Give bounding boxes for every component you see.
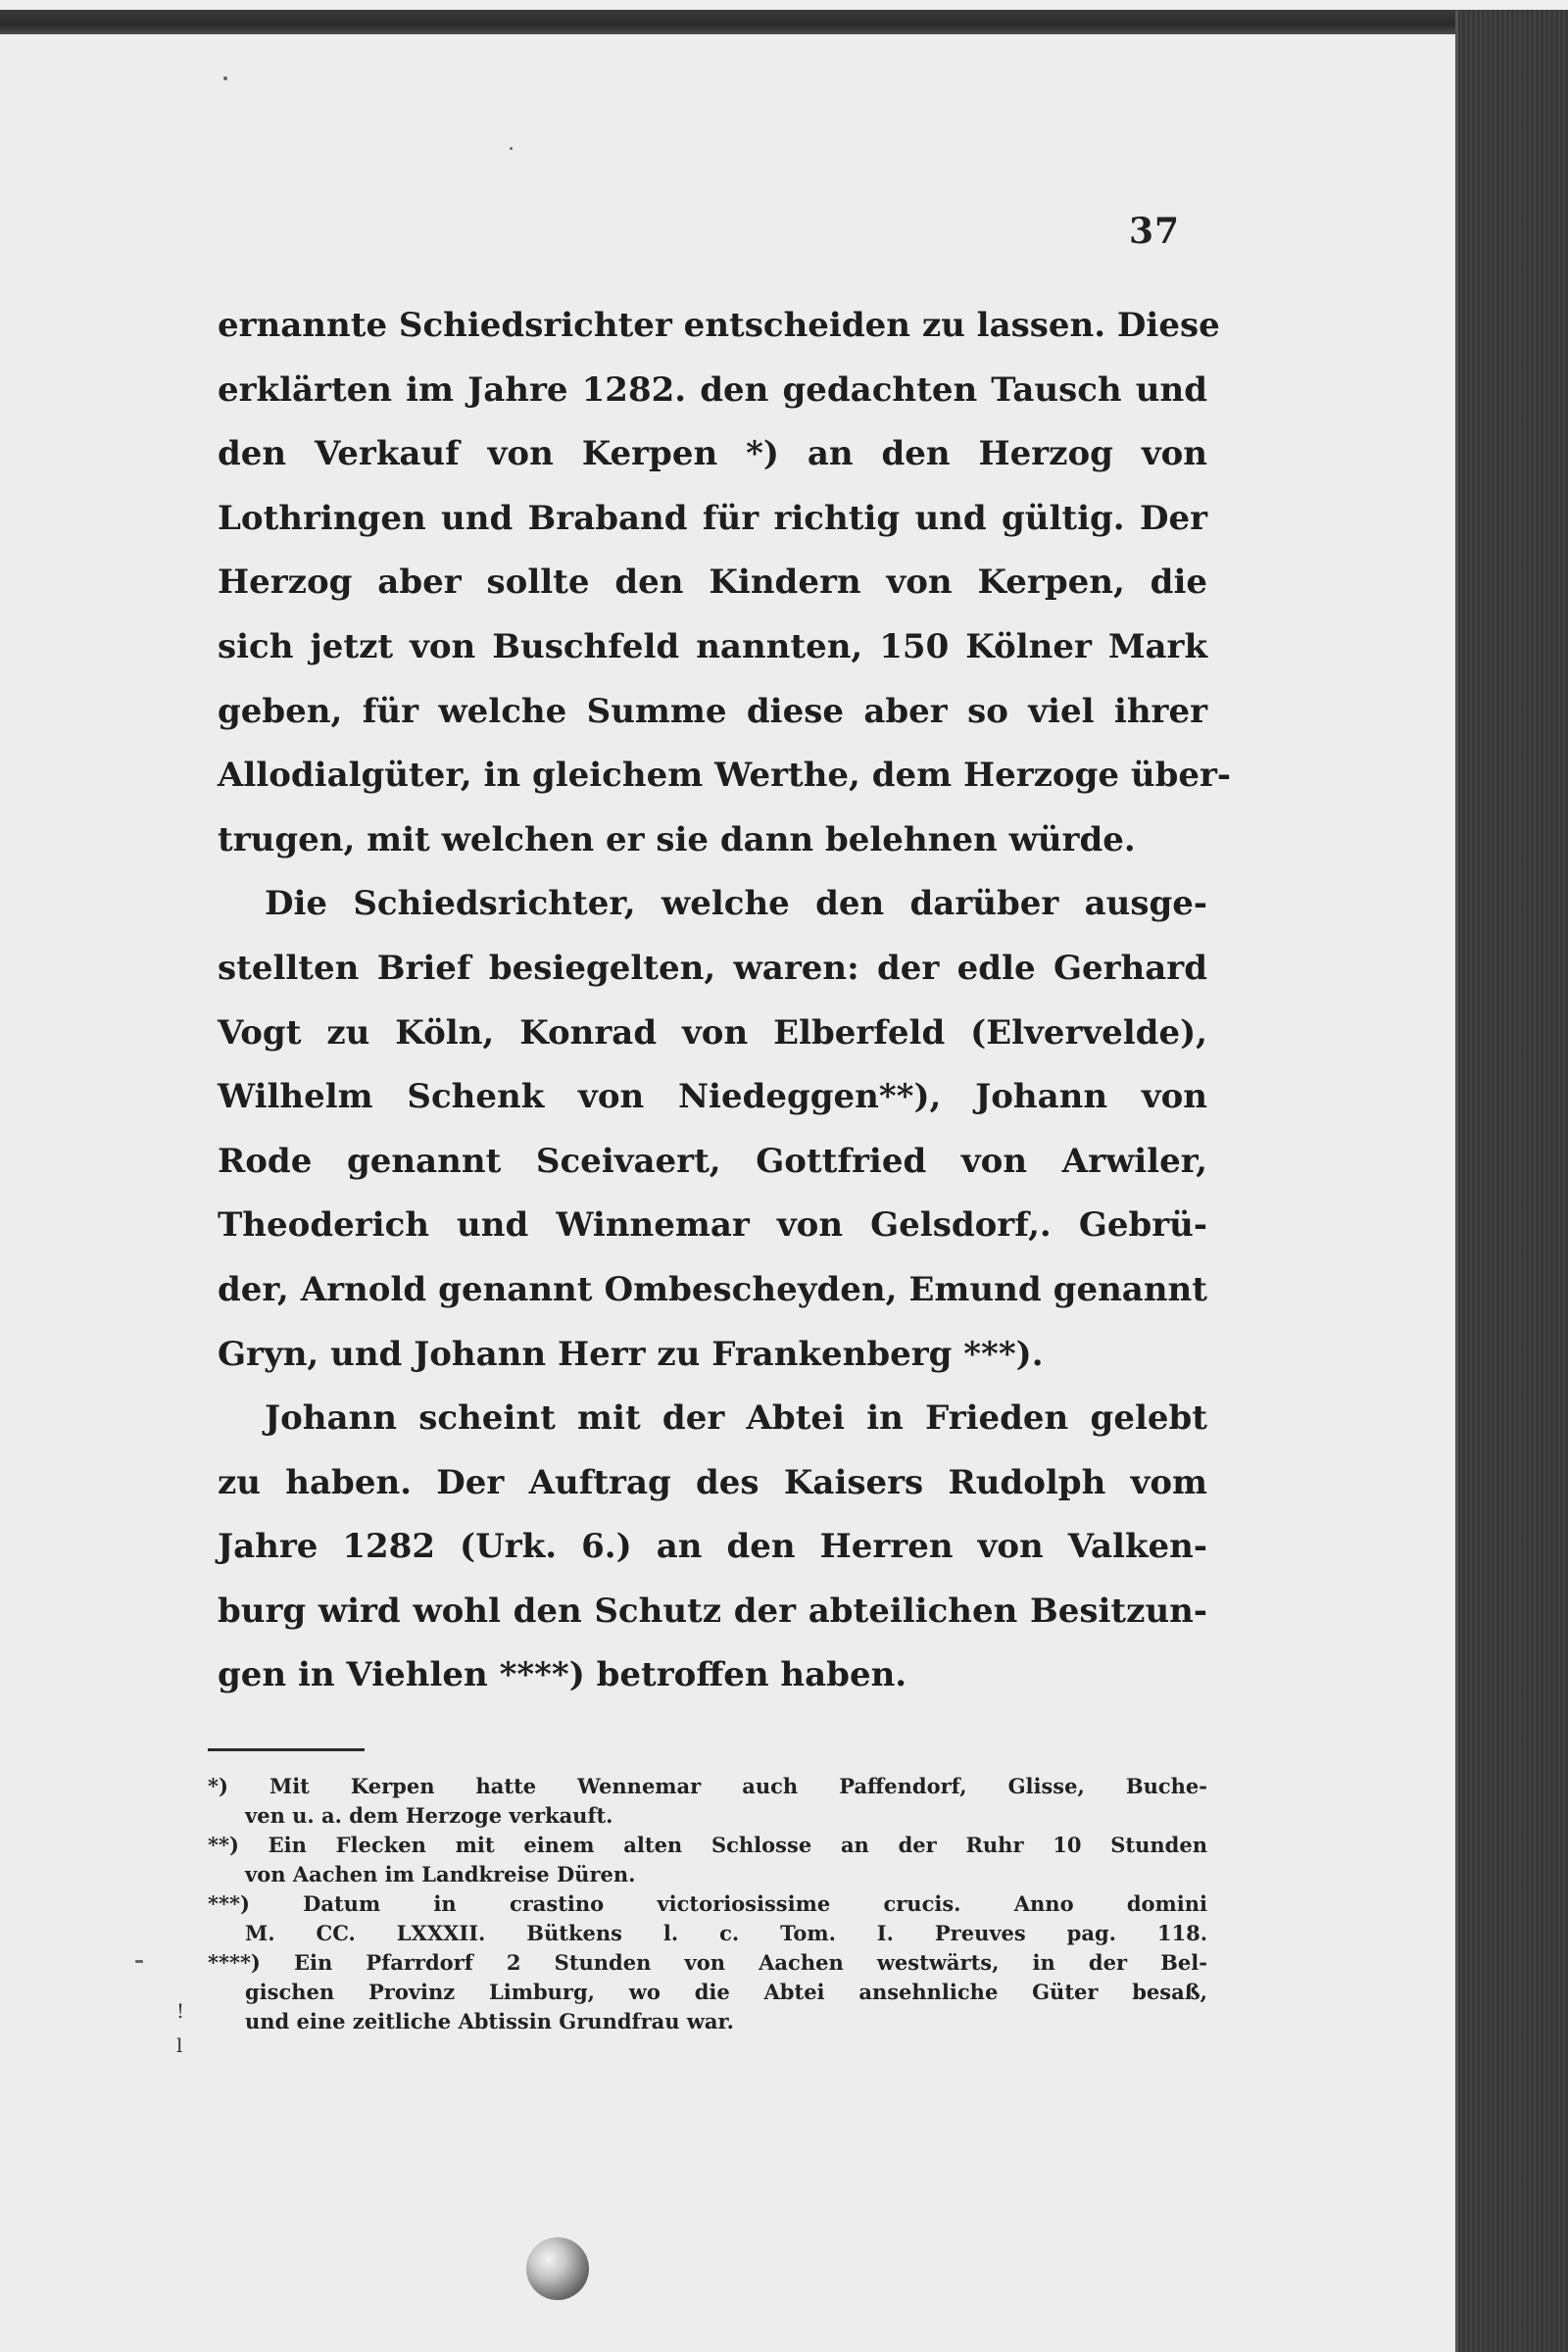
text-line: geben, für welche Summe diese aber so viel ihrer	[218, 691, 1207, 731]
page-number: 37	[1129, 211, 1181, 252]
footnote-1-line: ven u. a. dem Herzoge verkauft.	[245, 1803, 613, 1828]
footnote-3-line: M. CC. LXXXII. Bütkens l. c. Tom. I. Preuves pag. 118.	[245, 1921, 1207, 1945]
footnote-4-line: gischen Provinz Limburg, wo die Abtei ansehnliche Güter besaß,	[245, 1980, 1207, 2004]
scan-speck	[223, 76, 227, 80]
footnotes	[208, 1772, 1207, 2036]
text-line: den Verkauf von Kerpen *) an den Herzog von	[218, 434, 1207, 474]
text-line: erklärten im Jahre 1282. den gedachten Tausch und	[218, 369, 1207, 410]
text-line: Gryn, und Johann Herr zu Frankenberg ***).	[218, 1334, 1044, 1374]
text-line: gen in Viehlen ****) betroffen haben.	[218, 1655, 907, 1695]
footnote-4-line: und eine zeitliche Abtissin Grundfrau war.	[245, 2009, 734, 2034]
text-line: trugen, mit welchen er sie dann belehnen würde.	[218, 819, 1136, 859]
footnote-4-line: ****) Ein Pfarrdorf 2 Stunden von Aachen westwärts, in der Bel-	[208, 1950, 1207, 1975]
text-line: der, Arnold genannt Ombescheyden, Emund genannt	[218, 1269, 1207, 1309]
text-line: Herzog aber sollte den Kindern von Kerpen, die	[218, 563, 1207, 603]
text-line: Vogt zu Köln, Konrad von Elberfeld (Elvervelde),	[218, 1012, 1207, 1053]
text-line: Theoderich und Winnemar von Gelsdorf,. Gebrü-	[218, 1205, 1207, 1246]
scan-top-margin	[0, 0, 1568, 10]
text-line: Die Schiedsrichter, welche den darüber ausge-	[265, 884, 1207, 924]
scan-blemish	[526, 2237, 589, 2300]
footnote-divider	[208, 1748, 365, 1751]
text-line: sich jetzt von Buschfeld nannten, 150 Kölner Mark	[218, 626, 1207, 666]
text-line: Jahre 1282 (Urk. 6.) an den Herren von Valken-	[218, 1527, 1207, 1567]
footnote-2-line: von Aachen im Landkreise Düren.	[245, 1862, 636, 1886]
footnote-1-line: *) Mit Kerpen hatte Wennemar auch Paffendorf, Glisse, Buche-	[208, 1774, 1207, 1798]
text-line: Rode genannt Sceivaert, Gottfried von Arwiler,	[218, 1141, 1207, 1181]
body-text	[218, 294, 1231, 1708]
margin-mark: l	[176, 2034, 183, 2057]
text-line: ernannte Schiedsrichter entscheiden zu lassen. Diese	[218, 306, 1220, 345]
text-line: burg wird wohl den Schutz der abteilichen Besitzun-	[218, 1591, 1207, 1631]
scan-top-border	[0, 10, 1568, 34]
scan-speck	[510, 147, 513, 150]
text-line: Allodialgüter, in gleichem Werthe, dem Herzoge über-	[218, 756, 1231, 796]
scan-right-border	[1455, 10, 1568, 2352]
text-line: zu haben. Der Auftrag des Kaisers Rudolph vom	[218, 1462, 1207, 1502]
footnote-3-line: ***) Datum in crastino victoriosissime crucis. Anno domini	[208, 1891, 1207, 1916]
margin-mark: !	[176, 1999, 185, 2023]
text-line: Johann scheint mit der Abtei in Frieden gelebt	[265, 1398, 1207, 1439]
text-line: Lothringen und Braband für richtig und gültig. Der	[218, 498, 1207, 538]
scan-speck	[135, 1960, 143, 1963]
text-line: Wilhelm Schenk von Niedeggen**), Johann von	[218, 1077, 1207, 1117]
footnote-2-line: **) Ein Flecken mit einem alten Schlosse an der Ruhr 10 Stunden	[208, 1833, 1207, 1857]
text-line: stellten Brief besiegelten, waren: der edle Gerhard	[218, 948, 1207, 988]
